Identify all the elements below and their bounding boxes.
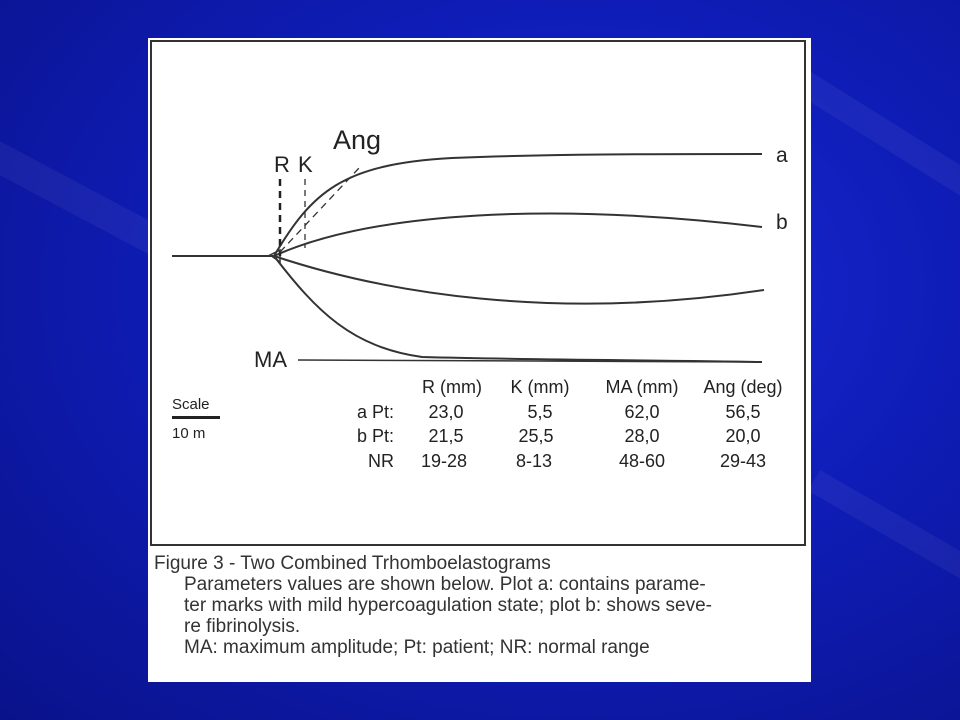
table-cell: 25,5	[518, 426, 554, 446]
table-header: K (mm)	[510, 377, 570, 397]
table-cell: 21,5	[428, 426, 464, 446]
table-header: R (mm)	[422, 377, 482, 397]
curve-a-lower	[274, 256, 762, 362]
table-cell: 28,0	[624, 426, 660, 446]
table-cell: 48-60	[618, 451, 666, 471]
caption-line: MA: maximum amplitude; Pt: patient; NR: normal range	[184, 637, 650, 658]
scale-bar	[172, 416, 220, 419]
caption-title: Figure 3 - Two Combined Trhomboelastograms	[154, 553, 551, 574]
curve-b-label: b	[776, 211, 788, 234]
curve-a-label: a	[776, 144, 788, 167]
background-streak	[808, 470, 960, 621]
table-cell: 29-43	[719, 451, 767, 471]
table-cell: 19-28	[420, 451, 468, 471]
table-cell: 5,5	[527, 402, 553, 422]
thromboelastogram-diagram	[152, 42, 804, 544]
table-row-label: a Pt:	[356, 402, 394, 422]
table-row-label: NR	[368, 451, 394, 471]
curve-b-lower	[274, 256, 764, 304]
table-cell: 8-13	[515, 451, 553, 471]
caption-body	[154, 574, 804, 658]
table-cell: 62,0	[624, 402, 660, 422]
parameter-table	[357, 377, 783, 471]
figure-frame	[150, 40, 806, 546]
ma-label: MA	[254, 347, 287, 372]
scale-unit: 10 m	[172, 425, 206, 442]
caption-line: re fibrinolysis.	[184, 616, 301, 637]
table-header: MA (mm)	[605, 377, 679, 397]
table-cell: 20,0	[725, 426, 761, 446]
ang-label: Ang	[333, 125, 382, 155]
curve-b-upper	[274, 214, 762, 256]
curve-a-upper	[274, 154, 762, 256]
caption-line: ter marks with mild hypercoagulation state; plot b: shows seve-	[184, 595, 713, 616]
caption-line: Parameters values are shown below. Plot a: contains parame-	[184, 574, 706, 595]
table-cell: 56,5	[725, 402, 761, 422]
r-label: R	[274, 152, 290, 177]
figure-card	[148, 38, 811, 682]
table-header: Ang (deg)	[703, 377, 783, 397]
scale-label: Scale	[172, 396, 210, 413]
k-label: K	[298, 152, 313, 177]
figure-caption	[154, 553, 804, 658]
table-cell: 23,0	[428, 402, 464, 422]
table-row-label: b Pt:	[356, 426, 394, 446]
